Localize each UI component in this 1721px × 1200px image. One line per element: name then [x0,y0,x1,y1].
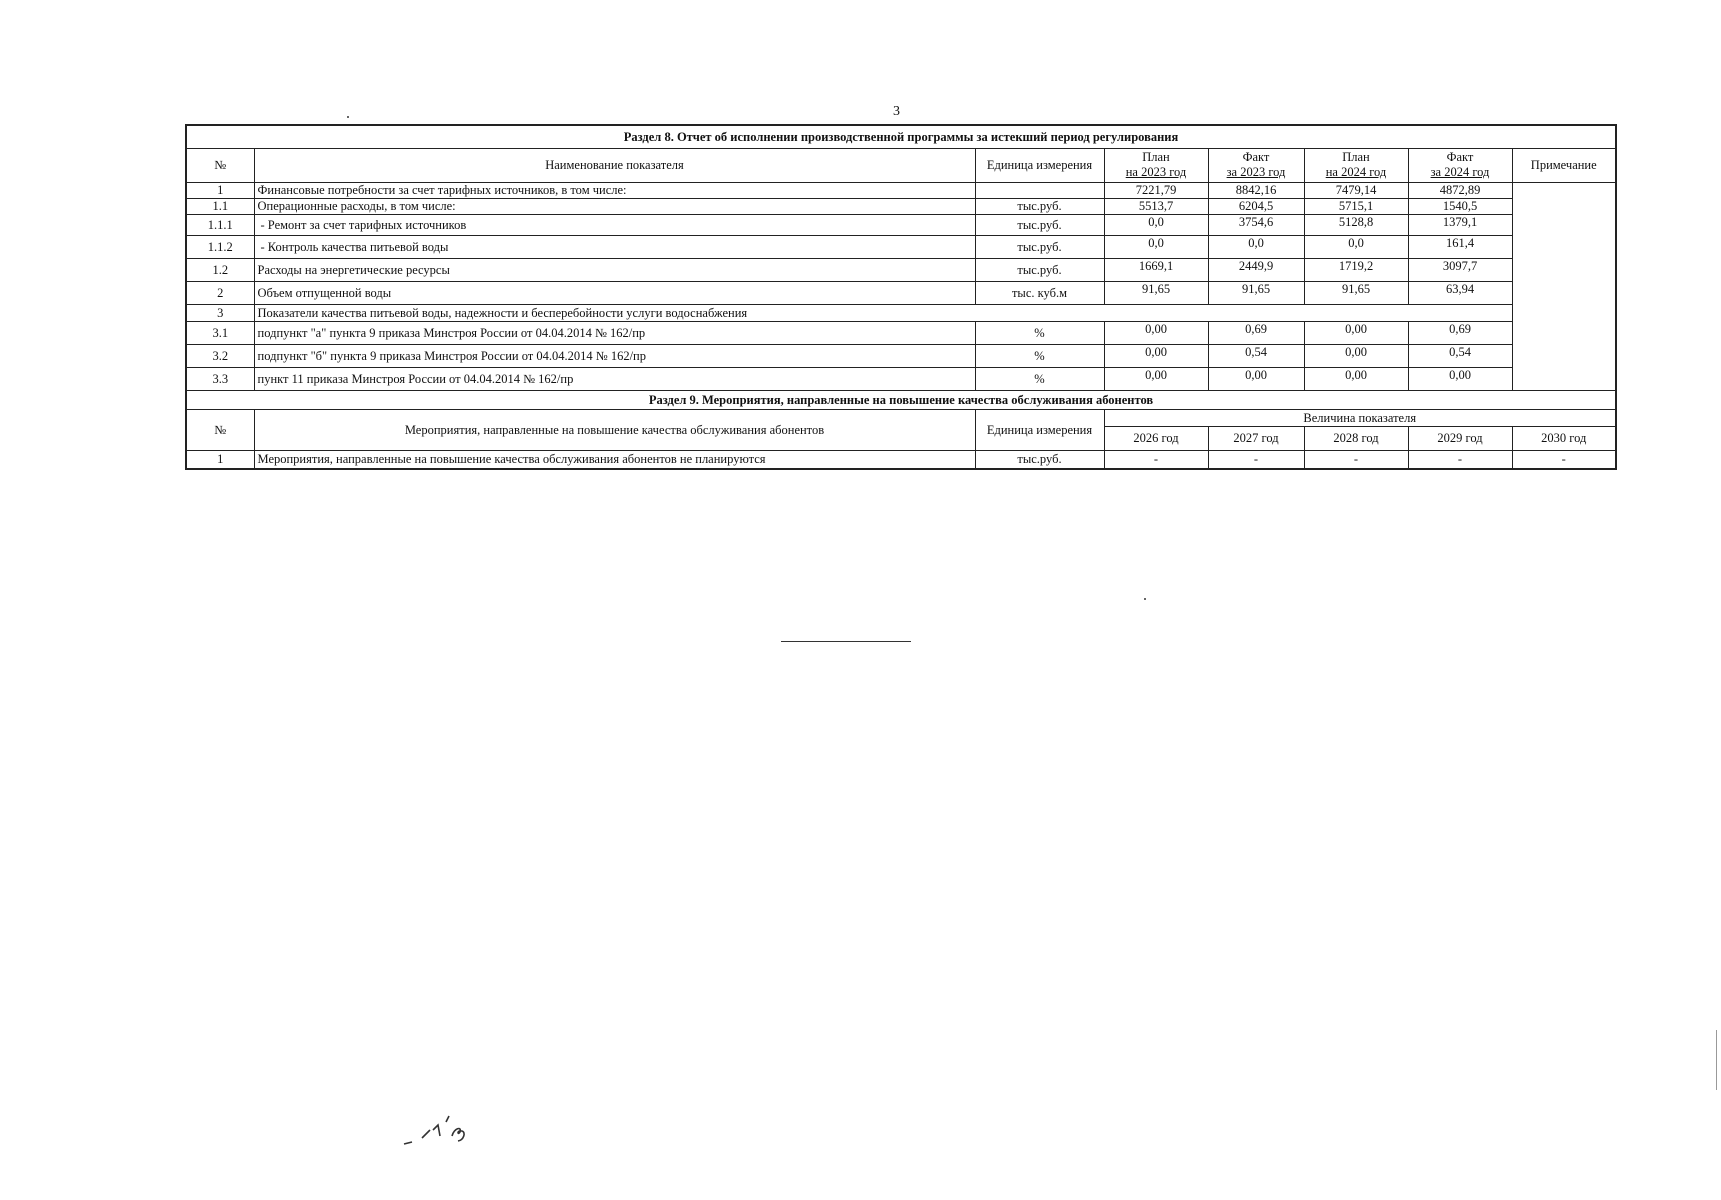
mark-stroke [452,1129,464,1141]
mark-stroke [422,1130,430,1138]
row-fact-2024: 3097,7 [1408,258,1512,281]
row-unit: тыс.руб. [975,235,1104,258]
row-num: 1 [186,182,254,198]
table-row [186,321,1616,344]
row-name: Расходы на энергетические ресурсы [254,258,975,281]
row-plan-2024: 0,0 [1304,235,1408,258]
row-name: - Контроль качества питьевой воды [254,235,975,258]
header-fact-2024: Факт за 2024 год [1408,148,1512,182]
row-fact-2023: 8842,16 [1208,182,1304,198]
table-row [186,367,1616,390]
mark-stroke [446,1116,449,1122]
note-cell [1512,182,1616,390]
row-plan-2024: 0,00 [1304,344,1408,367]
row-fact-2023: 0,69 [1208,321,1304,344]
row-plan-2024: 0,00 [1304,321,1408,344]
header-year: 2027 год [1208,426,1304,450]
row-fact-2023: 0,54 [1208,344,1304,367]
header-year: 2030 год [1512,426,1616,450]
table-row [186,450,1616,469]
section8-title: Раздел 8. Отчет об исполнении производственной программы за истекший период регулирования [186,125,1616,148]
row-fact-2024: 161,4 [1408,235,1512,258]
row-plan-2023: 0,0 [1104,235,1208,258]
header-year: 2028 год [1304,426,1408,450]
row-fact-2024: 0,69 [1408,321,1512,344]
row-num: 3.1 [186,321,254,344]
row-plan-2023: 0,00 [1104,344,1208,367]
row-fact-2024: 1540,5 [1408,198,1512,214]
report-table [185,124,1617,470]
table-row [186,214,1616,235]
row-name: Мероприятия, направленные на повышение качества обслуживания абонентов не планируются [254,450,975,469]
row-num: 1.2 [186,258,254,281]
section9-header-row [186,409,1616,426]
row-fact-2024: 63,94 [1408,281,1512,304]
row-plan-2023: 5513,7 [1104,198,1208,214]
row-plan-2023: 0,00 [1104,321,1208,344]
row-plan-2023: 0,0 [1104,214,1208,235]
row-plan-2024: 1719,2 [1304,258,1408,281]
row-value: - [1104,450,1208,469]
row-name: пункт 11 приказа Минстроя России от 04.04.2014 № 162/пр [254,367,975,390]
row-fact-2023: 0,00 [1208,367,1304,390]
row-name: Операционные расходы, в том числе: [254,198,975,214]
row-num: 1.1.1 [186,214,254,235]
row-num: 1 [186,450,254,469]
row-name: - Ремонт за счет тарифных источников [254,214,975,235]
header-note: Примечание [1512,148,1616,182]
row-fact-2023: 2449,9 [1208,258,1304,281]
table-row [186,344,1616,367]
row-name: подпункт "б" пункта 9 приказа Минстроя России от 04.04.2014 № 162/пр [254,344,975,367]
section8-title-row [186,125,1616,148]
header-year: 2026 год [1104,426,1208,450]
scan-speck [347,116,349,118]
table-row [186,235,1616,258]
section9-title: Раздел 9. Мероприятия, направленные на повышение качества обслуживания абонентов [186,390,1616,409]
table-row [186,258,1616,281]
row-plan-2024: 91,65 [1304,281,1408,304]
row-num: 1.1.2 [186,235,254,258]
row-fact-2024: 0,00 [1408,367,1512,390]
row-value: - [1512,450,1616,469]
row-value: - [1408,450,1512,469]
row-num: 3.2 [186,344,254,367]
row-unit: тыс.руб. [975,214,1104,235]
row-num: 2 [186,281,254,304]
scan-speck [1144,598,1146,600]
row-fact-2024: 0,54 [1408,344,1512,367]
end-rule [781,641,911,642]
header-fact-2023: Факт за 2023 год [1208,148,1304,182]
row-unit: % [975,321,1104,344]
header-unit: Единица измерения [975,148,1104,182]
header-activity: Мероприятия, направленные на повышение качества обслуживания абонентов [254,409,975,450]
row-unit: тыс.руб. [975,198,1104,214]
row-plan-2023: 1669,1 [1104,258,1208,281]
row-unit: тыс. куб.м [975,281,1104,304]
row-unit: % [975,344,1104,367]
scan-edge-mark [1716,1030,1717,1090]
row-name: Объем отпущенной воды [254,281,975,304]
row-fact-2023: 3754,6 [1208,214,1304,235]
row-plan-2024: 0,00 [1304,367,1408,390]
row-name: Показатели качества питьевой воды, надежности и бесперебойности услуги водоснабжения [254,304,1512,321]
row-fact-2023: 91,65 [1208,281,1304,304]
header-year: 2029 год [1408,426,1512,450]
header-num: № [186,148,254,182]
header-plan-2023: План на 2023 год [1104,148,1208,182]
header-unit: Единица измерения [975,409,1104,450]
row-unit: тыс.руб. [975,258,1104,281]
row-plan-2024: 5128,8 [1304,214,1408,235]
row-name: Финансовые потребности за счет тарифных источников, в том числе: [254,182,975,198]
row-plan-2023: 7221,79 [1104,182,1208,198]
row-fact-2023: 6204,5 [1208,198,1304,214]
row-num: 1.1 [186,198,254,214]
table-row [186,182,1616,198]
row-fact-2024: 1379,1 [1408,214,1512,235]
handwritten-mark [400,1108,490,1158]
row-unit: % [975,367,1104,390]
header-num: № [186,409,254,450]
section9-title-row [186,390,1616,409]
row-value: - [1304,450,1408,469]
header-plan-2024: План на 2024 год [1304,148,1408,182]
row-num: 3.3 [186,367,254,390]
row-fact-2024: 4872,89 [1408,182,1512,198]
row-name: подпункт "а" пункта 9 приказа Минстроя России от 04.04.2014 № 162/пр [254,321,975,344]
header-indicator-value: Величина показателя [1104,409,1616,426]
table-row [186,304,1616,321]
table-row [186,198,1616,214]
row-unit [975,182,1104,198]
page-number: 3 [893,104,900,119]
row-plan-2023: 0,00 [1104,367,1208,390]
mark-stroke [433,1125,440,1136]
row-num: 3 [186,304,254,321]
row-fact-2023: 0,0 [1208,235,1304,258]
row-plan-2024: 5715,1 [1304,198,1408,214]
row-plan-2023: 91,65 [1104,281,1208,304]
row-unit: тыс.руб. [975,450,1104,469]
row-plan-2024: 7479,14 [1304,182,1408,198]
mark-stroke [404,1142,412,1144]
header-name: Наименование показателя [254,148,975,182]
table-row [186,281,1616,304]
row-value: - [1208,450,1304,469]
section8-header-row [186,148,1616,182]
